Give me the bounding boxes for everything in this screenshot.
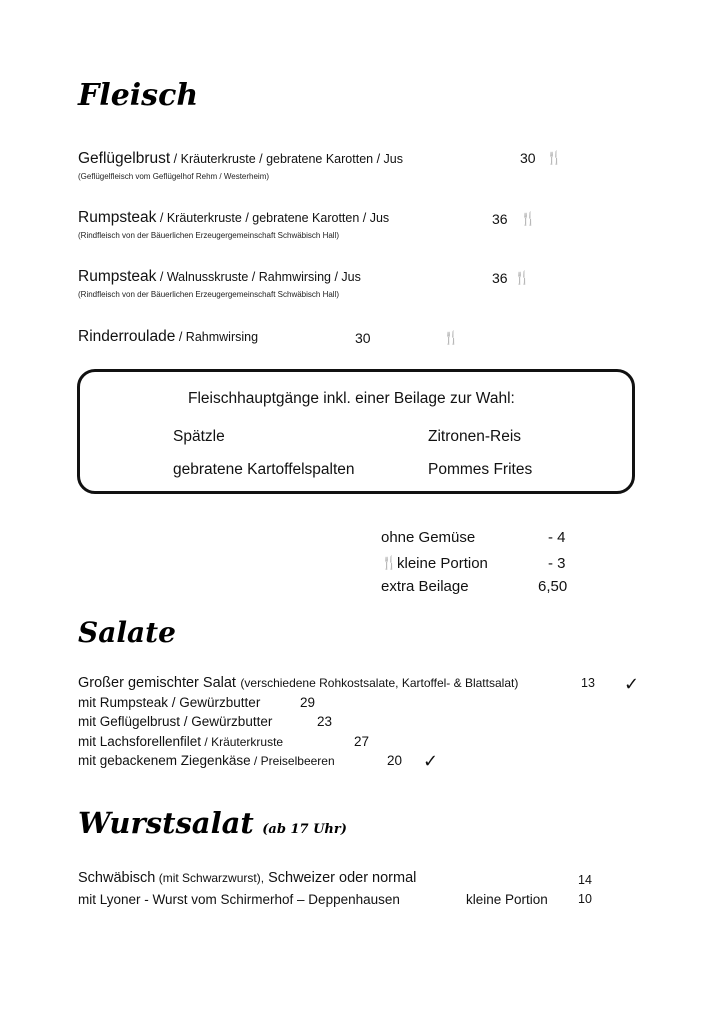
- extra-price: - 3: [548, 555, 566, 572]
- dish-price: 13: [581, 676, 595, 690]
- salad-option-price: 20: [387, 753, 403, 768]
- menu-item: [78, 674, 518, 692]
- section-title-fleisch: Fleisch: [78, 78, 199, 113]
- dish-detail: (verschiedene Rohkostsalate, Kartoffel- & Blattsalat): [240, 676, 519, 690]
- salad-option: [78, 734, 283, 749]
- menu-item: [78, 150, 403, 168]
- dish-name: Geflügelbrust: [78, 150, 171, 167]
- extra-label: extra Beilage: [381, 578, 469, 595]
- dish-detail: / Walnusskruste / Rahmwirsing / Jus: [156, 270, 361, 284]
- side-option: Pommes Frites: [428, 461, 533, 478]
- dish-name: Rumpsteak: [78, 268, 157, 285]
- dish-name: Großer gemischter Salat: [78, 675, 236, 691]
- vegetarian-icon: ✓: [423, 751, 439, 772]
- dish-name: Rumpsteak: [78, 209, 157, 226]
- salad-option-price: 29: [300, 695, 316, 710]
- portion-label: kleine Portion: [466, 892, 548, 907]
- salad-option: mit Rumpsteak / Gewürzbutter: [78, 695, 261, 710]
- salad-option-price: 23: [317, 714, 333, 729]
- dish-detail: / Kräuterkruste / gebratene Karotten / Jus: [170, 152, 403, 166]
- salad-option-price: 27: [354, 734, 370, 749]
- dish-price: 30: [520, 150, 536, 166]
- salad-option-detail: / Preiselbeeren: [250, 754, 335, 768]
- menu-item: [78, 209, 389, 227]
- side-option: Spätzle: [173, 428, 225, 445]
- side-option: gebratene Kartoffelspalten: [173, 461, 355, 478]
- dish-price: 36: [492, 211, 508, 227]
- fork-knife-icon: 🍴: [546, 150, 563, 165]
- fork-knife-icon: 🍴: [514, 270, 531, 285]
- menu-item: [78, 869, 416, 887]
- dish-price: 30: [355, 330, 371, 346]
- section-heading-wurstsalat: [78, 806, 347, 840]
- dish-origin: (Geflügelfleisch vom Geflügelhof Rehm / Westerheim): [78, 172, 270, 181]
- extra-price: 6,50: [538, 578, 568, 595]
- section-title-wurstsalat: Wurstsalat: [78, 806, 254, 840]
- extra-label: kleine Portion: [397, 555, 488, 572]
- dish-name: Schwäbisch: [78, 870, 156, 886]
- side-option: Zitronen-Reis: [428, 428, 522, 445]
- dish-detail: (mit Schwarzwurst),: [155, 871, 265, 885]
- salad-option: [78, 753, 335, 768]
- dish-detail: mit Lyoner - Wurst vom Schirmerhof – Deppenhausen: [78, 892, 400, 907]
- dish-origin: (Rindfleisch von der Bäuerlichen Erzeugergemeinschaft Schwäbisch Hall): [78, 231, 340, 240]
- salad-option-detail: / Kräuterkruste: [201, 735, 284, 749]
- time-note: (ab 17 Uhr): [262, 822, 347, 837]
- salad-option-name: mit gebackenem Ziegenkäse: [78, 753, 251, 768]
- sides-box: [77, 369, 635, 494]
- dish-detail: / Rahmwirsing: [175, 330, 259, 344]
- dish-name: Rinderroulade: [78, 328, 176, 345]
- salad-option-name: mit Lachsforellenfilet: [78, 734, 202, 749]
- vegetarian-icon: ✓: [624, 674, 640, 695]
- dish-detail: / Kräuterkruste / gebratene Karotten / Jus: [156, 211, 390, 225]
- dish-origin: (Rindfleisch von der Bäuerlichen Erzeugergemeinschaft Schwäbisch Hall): [78, 290, 340, 299]
- section-title-salate: Salate: [78, 616, 176, 649]
- dish-name-rest: Schweizer oder normal: [264, 870, 417, 886]
- dish-price: 14: [578, 873, 592, 887]
- dish-price: 36: [492, 270, 508, 286]
- fork-knife-icon: 🍴: [443, 330, 460, 345]
- dish-price: 10: [578, 892, 592, 906]
- salad-option: mit Geflügelbrust / Gewürzbutter: [78, 714, 273, 729]
- extra-price: - 4: [548, 529, 566, 546]
- fork-knife-icon: 🍴: [520, 211, 537, 226]
- extra-label: ohne Gemüse: [381, 529, 476, 546]
- fork-knife-icon: 🍴: [381, 555, 398, 570]
- menu-item: [78, 328, 258, 346]
- menu-item: [78, 268, 361, 286]
- sides-heading: Fleischhauptgänge inkl. einer Beilage zur Wahl:: [188, 390, 515, 407]
